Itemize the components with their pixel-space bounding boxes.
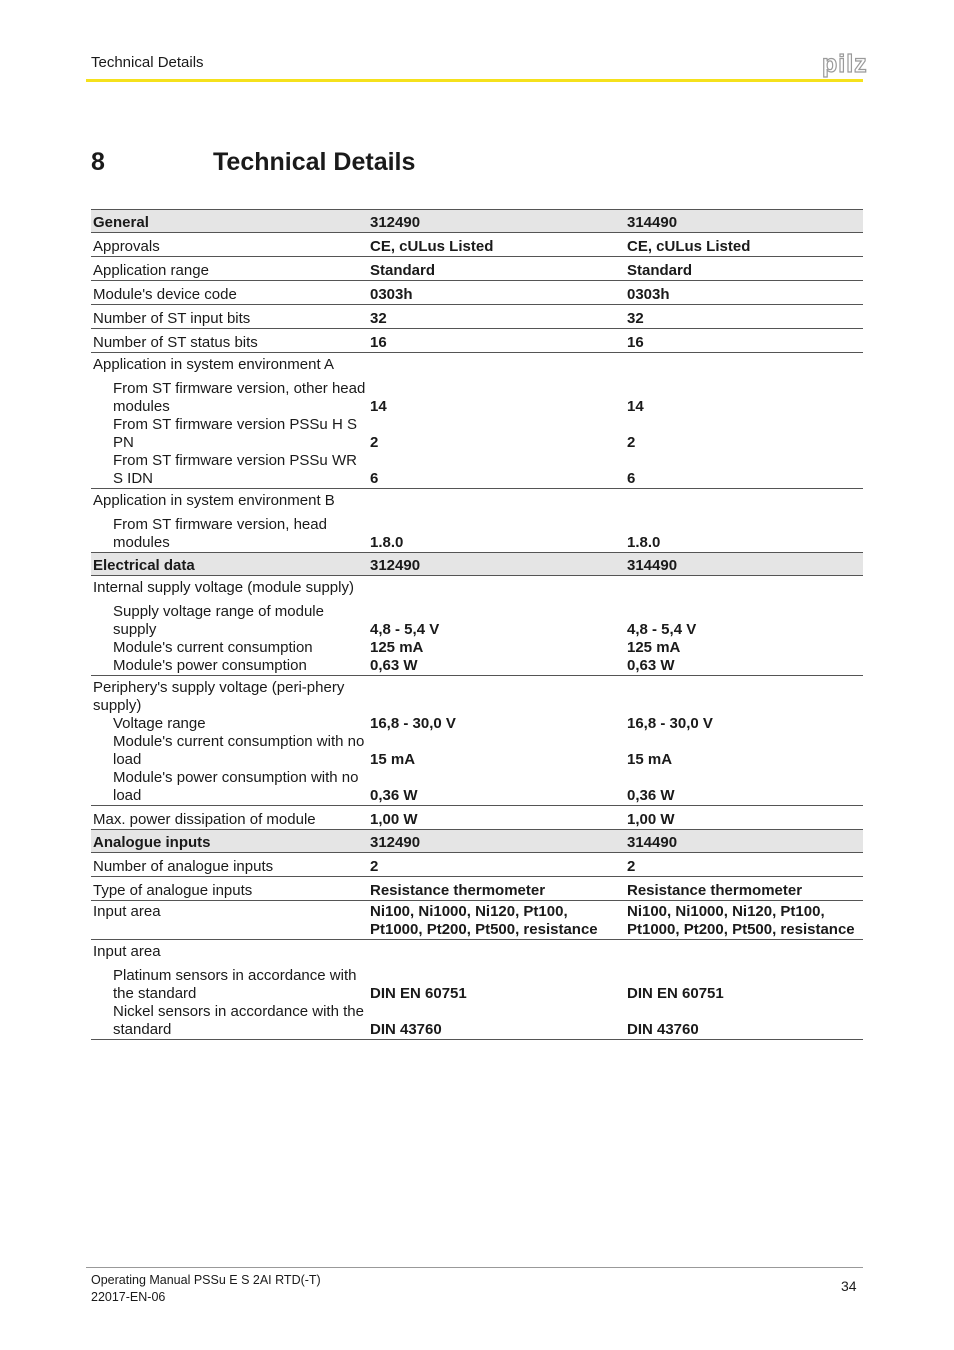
table-sub-row bbox=[91, 416, 863, 452]
value-312490-cell bbox=[368, 489, 625, 517]
parameter-cell: Input area bbox=[91, 901, 368, 940]
table-row bbox=[91, 305, 863, 329]
parameter-cell: Number of analogue inputs bbox=[91, 853, 368, 877]
parameter-cell: Max. power dissipation of module bbox=[91, 806, 368, 830]
value-312490-cell: 312490 bbox=[368, 553, 625, 576]
value-314490-cell: 314490 bbox=[625, 553, 863, 576]
value-314490-cell: 1.8.0 bbox=[625, 516, 863, 553]
running-header-title: Technical Details bbox=[91, 54, 204, 71]
parameter-cell: General bbox=[91, 210, 368, 233]
value-314490-cell bbox=[625, 489, 863, 517]
parameter-cell: Module's current consumption bbox=[113, 639, 313, 656]
parameter-cell: Electrical data bbox=[91, 553, 368, 576]
page-number: 34 bbox=[841, 1278, 857, 1294]
value-314490-cell bbox=[625, 353, 863, 381]
table-row bbox=[91, 853, 863, 877]
table-section-header-row bbox=[91, 553, 863, 576]
value-312490-cell: 4,8 - 5,4 V bbox=[370, 621, 440, 638]
value-314490-cell: Standard bbox=[625, 257, 863, 281]
value-314490-cell: 2 bbox=[625, 853, 863, 877]
table-group-row bbox=[91, 576, 863, 604]
parameter-cell: Type of analogue inputs bbox=[91, 877, 368, 901]
pilz-logo: pilz bbox=[822, 50, 868, 78]
value-312490-cell: 312490 bbox=[368, 210, 625, 233]
table-sub-row bbox=[91, 639, 863, 657]
parameter-cell: Approvals bbox=[91, 233, 368, 257]
table-group-row bbox=[91, 489, 863, 517]
footer-manual-title: Operating Manual PSSu E S 2AI RTD(-T) bbox=[91, 1273, 321, 1287]
value-312490-cell: DIN 43760 bbox=[368, 1003, 625, 1040]
parameter-cell: Number of ST input bits bbox=[91, 305, 368, 329]
value-312490-cell: 14 bbox=[370, 398, 387, 415]
value-312490-cell: Ni100, Ni1000, Ni120, Pt100, Pt1000, Pt200, Pt500, resistance bbox=[368, 901, 625, 940]
value-314490-cell: 0,63 W bbox=[625, 657, 863, 676]
parameter-cell: Number of ST status bits bbox=[91, 329, 368, 353]
value-314490-cell: 4,8 - 5,4 V bbox=[627, 621, 697, 638]
value-312490-cell: 16 bbox=[368, 329, 625, 353]
value-314490-cell: Resistance thermometer bbox=[625, 877, 863, 901]
section-title: Technical Details bbox=[213, 148, 416, 176]
parameter-cell: From ST firmware version, other head modules bbox=[113, 380, 366, 415]
parameter-cell: From ST firmware version, head modules bbox=[91, 516, 368, 553]
parameter-cell: Supply voltage range of module supply bbox=[113, 603, 324, 638]
parameter-cell: Nickel sensors in accordance with the standard bbox=[91, 1003, 368, 1040]
value-314490-cell: DIN 43760 bbox=[625, 1003, 863, 1040]
value-312490-cell: 6 bbox=[368, 452, 625, 489]
table-sub-row bbox=[91, 967, 863, 1003]
value-314490-cell: 32 bbox=[625, 305, 863, 329]
parameter-cell: Module's current consumption with no load bbox=[113, 733, 365, 768]
parameter-cell: Module's power consumption bbox=[91, 657, 368, 676]
value-314490-cell: CE, cULus Listed bbox=[625, 233, 863, 257]
parameter-cell: Module's device code bbox=[91, 281, 368, 305]
value-314490-cell: 0303h bbox=[625, 281, 863, 305]
parameter-cell: Application range bbox=[91, 257, 368, 281]
parameter-cell: Application in system environment B bbox=[93, 492, 335, 509]
value-312490-cell: 2 bbox=[370, 434, 379, 451]
value-312490-cell: 32 bbox=[368, 305, 625, 329]
value-314490-cell: 0,36 W bbox=[625, 769, 863, 806]
value-314490-cell: 6 bbox=[625, 452, 863, 489]
technical-details-table bbox=[91, 209, 863, 1040]
parameter-cell: Input area bbox=[93, 943, 161, 960]
parameter-cell: Voltage range bbox=[113, 715, 206, 732]
footer-doc-number: 22017-EN-06 bbox=[91, 1290, 166, 1304]
table-row bbox=[91, 257, 863, 281]
value-312490-cell bbox=[368, 940, 625, 968]
table-sub-row bbox=[91, 733, 863, 769]
value-312490-cell: 1,00 W bbox=[368, 806, 625, 830]
value-314490-cell bbox=[625, 576, 863, 604]
value-314490-cell: 314490 bbox=[625, 210, 863, 233]
value-312490-cell: 0,36 W bbox=[368, 769, 625, 806]
parameter-cell: From ST firmware version PSSu WR S IDN bbox=[91, 452, 368, 489]
value-312490-cell: 125 mA bbox=[370, 639, 424, 656]
value-312490-cell: 2 bbox=[368, 853, 625, 877]
value-314490-cell: 14 bbox=[627, 398, 644, 415]
value-312490-cell: 15 mA bbox=[370, 751, 416, 768]
value-314490-cell bbox=[625, 676, 863, 716]
header-rule bbox=[86, 79, 863, 82]
parameter-cell: Application in system environment A bbox=[93, 356, 334, 373]
table-row bbox=[91, 329, 863, 353]
parameter-cell: Platinum sensors in accordance with the standard bbox=[113, 967, 357, 1002]
parameter-cell: Periphery's supply voltage (peri-phery supply) bbox=[93, 679, 345, 714]
value-312490-cell: 16,8 - 30,0 V bbox=[370, 715, 456, 732]
value-314490-cell: 2 bbox=[627, 434, 636, 451]
value-312490-cell: Standard bbox=[368, 257, 625, 281]
value-314490-cell: Ni100, Ni1000, Ni120, Pt100, Pt1000, Pt200, Pt500, resistance bbox=[625, 901, 863, 940]
parameter-cell: Internal supply voltage (module supply) bbox=[93, 579, 354, 596]
parameter-cell: Analogue inputs bbox=[91, 830, 368, 853]
value-312490-cell: 1.8.0 bbox=[368, 516, 625, 553]
table-section-header-row bbox=[91, 830, 863, 853]
value-314490-cell: 1,00 W bbox=[625, 806, 863, 830]
value-314490-cell: 314490 bbox=[625, 830, 863, 853]
table-group-row bbox=[91, 676, 863, 716]
value-314490-cell: 125 mA bbox=[627, 639, 681, 656]
table-sub-row bbox=[91, 452, 863, 489]
value-312490-cell: DIN EN 60751 bbox=[370, 985, 467, 1002]
parameter-cell: Module's power consumption with no load bbox=[91, 769, 368, 806]
value-312490-cell bbox=[368, 576, 625, 604]
value-314490-cell bbox=[625, 940, 863, 968]
table-row bbox=[91, 877, 863, 901]
value-312490-cell: 312490 bbox=[368, 830, 625, 853]
value-314490-cell: 15 mA bbox=[627, 751, 673, 768]
value-312490-cell: 0,63 W bbox=[368, 657, 625, 676]
table-group-row bbox=[91, 940, 863, 968]
table-row bbox=[91, 281, 863, 305]
value-312490-cell: Resistance thermometer bbox=[368, 877, 625, 901]
value-312490-cell: 0303h bbox=[368, 281, 625, 305]
table-sub-row bbox=[91, 603, 863, 639]
value-312490-cell: CE, cULus Listed bbox=[368, 233, 625, 257]
table-row bbox=[91, 901, 863, 940]
value-314490-cell: 16,8 - 30,0 V bbox=[627, 715, 713, 732]
table-sub-row bbox=[91, 657, 863, 676]
footer-rule bbox=[86, 1267, 863, 1268]
table-sub-row bbox=[91, 516, 863, 553]
parameter-cell: From ST firmware version PSSu H S PN bbox=[113, 416, 357, 451]
value-314490-cell: DIN EN 60751 bbox=[627, 985, 724, 1002]
value-312490-cell bbox=[368, 676, 625, 716]
table-sub-row bbox=[91, 1003, 863, 1040]
table-sub-row bbox=[91, 380, 863, 416]
value-312490-cell bbox=[368, 353, 625, 381]
value-314490-cell: 16 bbox=[625, 329, 863, 353]
table-group-row bbox=[91, 353, 863, 381]
table-sub-row bbox=[91, 715, 863, 733]
table-row bbox=[91, 233, 863, 257]
table-sub-row bbox=[91, 769, 863, 806]
table-section-header-row bbox=[91, 210, 863, 233]
table-row bbox=[91, 806, 863, 830]
section-number: 8 bbox=[91, 148, 105, 176]
